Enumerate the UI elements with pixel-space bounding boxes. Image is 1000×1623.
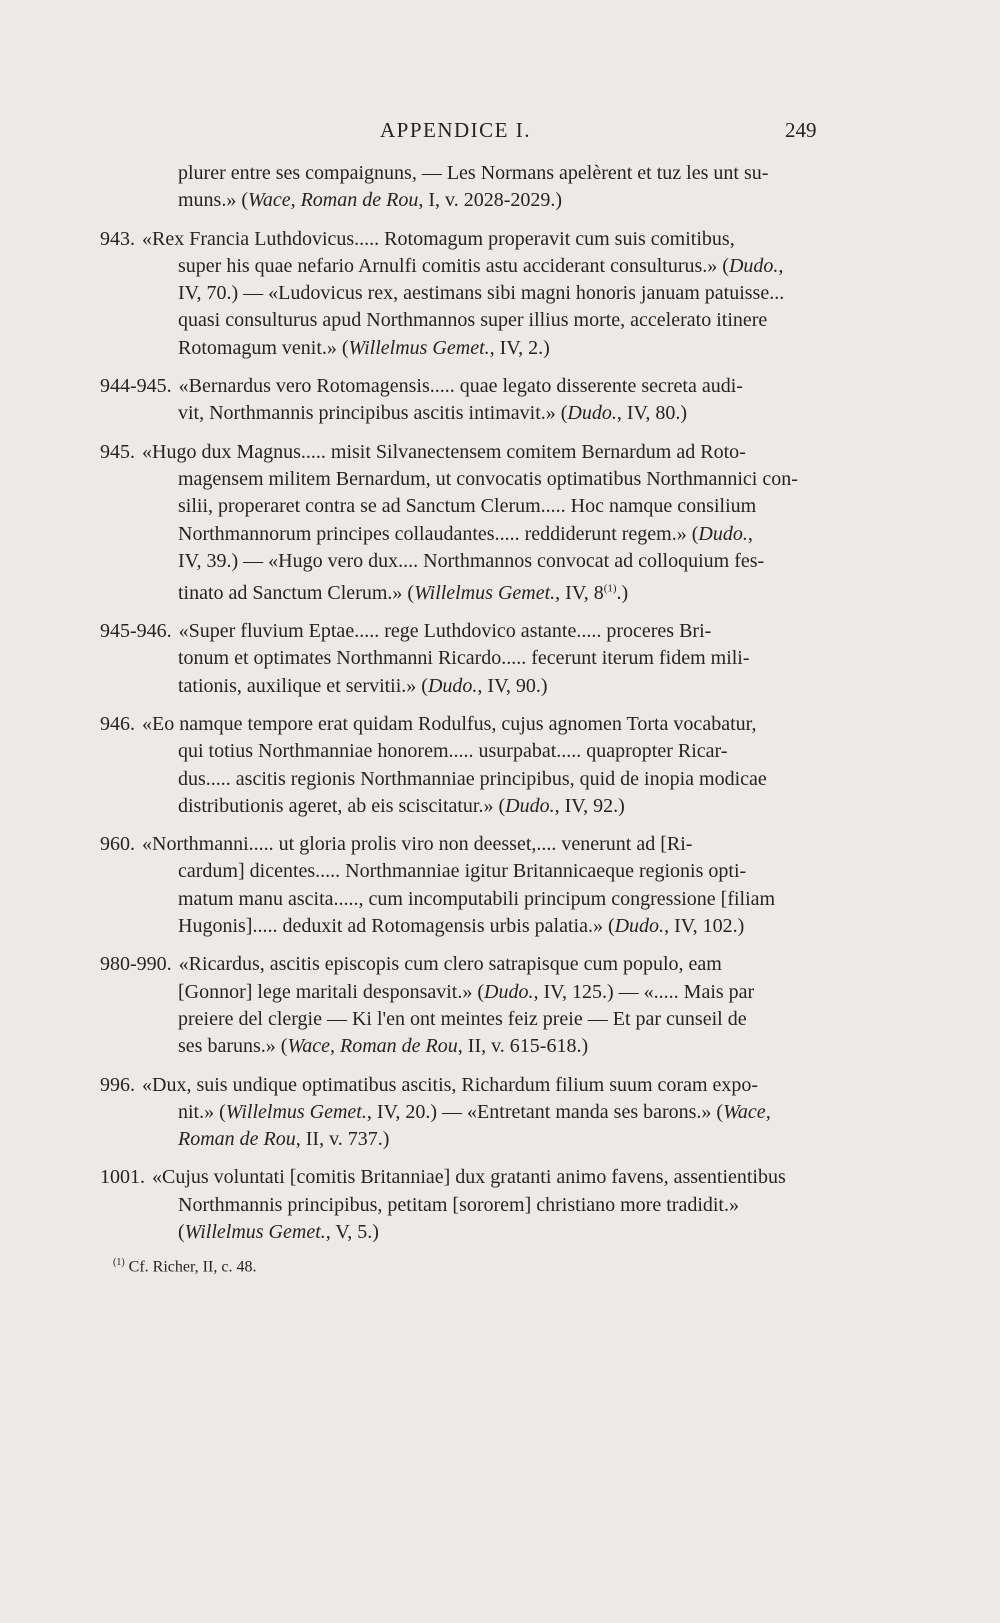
line-text: super his quae nefario Arnulfi comitis astu acciderant consulturus.» (Dudo., — [178, 254, 784, 277]
entry-year: 960. — [100, 833, 135, 856]
line-text: «Ricardus, ascitis episcopis cum clero satrapisque cum populo, eam — [178, 953, 722, 976]
page-body — [100, 160, 830, 1277]
chronology-entry — [100, 831, 830, 940]
page-number: 249 — [785, 118, 817, 142]
chronology-entry — [100, 1072, 830, 1154]
entry-text-line — [100, 793, 830, 820]
chronology-entry — [100, 711, 830, 820]
footnote-marker: (1) — [113, 1257, 125, 1269]
entry-text-line — [100, 400, 830, 427]
line-text: Rotomagum venit.» (Willelmus Gemet., IV, 2.) — [178, 336, 550, 359]
chronology-entry — [100, 1164, 830, 1246]
line-text: cardum] dicentes..... Northmanniae igitur Britannicaeque regionis opti- — [178, 860, 747, 883]
entry-text-line — [100, 521, 830, 548]
entry-text-line — [100, 439, 830, 466]
entry-text-line — [100, 160, 830, 187]
line-text: ses baruns.» (Wace, Roman de Rou, II, v. 615-618.) — [178, 1035, 589, 1058]
line-text: silii, properaret contra se ad Sanctum Clerum..... Hoc namque consilium — [178, 495, 757, 518]
entry-text-line — [100, 280, 830, 307]
entry-year: 943. — [100, 227, 135, 250]
entry-text-line — [100, 711, 830, 738]
entry-text-line — [100, 1219, 830, 1246]
entry-text-line — [100, 673, 830, 700]
chronology-entry — [100, 618, 830, 700]
entry-text-line — [100, 307, 830, 334]
chronology-entry — [100, 439, 830, 607]
line-text: magensem militem Bernardum, ut convocatis optimatibus Northmannici con- — [178, 467, 798, 490]
entry-text-line — [100, 618, 830, 645]
line-text: «Dux, suis undique optimatibus ascitis, Richardum filium suum coram expo- — [142, 1073, 759, 1096]
line-text: IV, 39.) — «Hugo vero dux.... Northmannos convocat ad colloquium fes- — [178, 549, 765, 572]
line-text: Northmannorum principes collaudantes..... reddiderunt regem.» (Dudo., — [178, 522, 753, 545]
line-text: quasi consulturus apud Northmannos super illius morte, accelerato itinere — [178, 309, 768, 332]
entry-text-line — [100, 913, 830, 940]
line-text: IV, 70.) — «Ludovicus rex, aestimans sibi magni honoris januam patuisse... — [178, 282, 785, 305]
entry-year: 980-990. — [100, 953, 172, 976]
line-text: (Willelmus Gemet., V, 5.) — [178, 1221, 379, 1244]
entry-text-line — [100, 373, 830, 400]
entry-year: 945. — [100, 440, 135, 463]
line-text: distributionis ageret, ab eis sciscitatur.» (Dudo., IV, 92.) — [178, 794, 625, 817]
line-text: tinato ad Sanctum Clerum.» (Willelmus Gemet., IV, 8$^{(1)}$.) — [178, 581, 629, 604]
line-text: [Gonnor] lege maritali desponsavit.» (Dudo., IV, 125.) — «..... Mais par — [178, 980, 755, 1003]
entry-text-line — [100, 253, 830, 280]
entry-text-line — [100, 493, 830, 520]
line-text: «Super fluvium Eptae..... rege Luthdovico astante..... proceres Bri- — [178, 620, 712, 643]
line-text: preiere del clergie — Ki l'en ont meintes feiz preie — Et par cunseil de — [178, 1007, 747, 1030]
entry-year: 945-946. — [100, 620, 172, 643]
chronology-entry — [100, 373, 830, 428]
line-text: tationis, auxilique et servitii.» (Dudo., IV, 90.) — [178, 674, 548, 697]
line-text: matum manu ascita....., cum incomputabili principum congressione [filiam — [178, 887, 776, 910]
page-header — [0, 118, 1000, 150]
line-text: Hugonis]..... deduxit ad Rotomagensis urbis palatia.» (Dudo., IV, 102.) — [178, 915, 745, 938]
running-title: APPENDICE I. — [380, 118, 532, 142]
line-text: «Rex Francia Luthdovicus..... Rotomagum properavit cum suis comitibus, — [142, 227, 735, 250]
line-text: plurer entre ses compaignuns, — Les Normans apelèrent et tuz les unt su- — [178, 162, 769, 184]
entry-year: 946. — [100, 713, 135, 735]
entry-text-line — [100, 187, 830, 214]
line-text: vit, Northmannis principibus ascitis intimavit.» (Dudo., IV, 80.) — [178, 402, 688, 425]
line-text: Roman de Rou, II, v. 737.) — [178, 1128, 390, 1151]
footnote-text: Cf. Richer, II, c. 48. — [128, 1258, 257, 1276]
line-text: «Hugo dux Magnus..... misit Silvanectensem comitem Bernardum ad Roto- — [142, 440, 746, 463]
entry-text-line — [100, 548, 830, 575]
entry-text-line — [100, 886, 830, 913]
line-text: «Eo namque tempore erat quidam Rodulfus, cujus agnomen Torta vocabatur, — [142, 713, 757, 735]
line-text: «Northmanni..... ut gloria prolis viro non deesset,.... venerunt ad [Ri- — [142, 833, 693, 856]
entry-text-line — [100, 1006, 830, 1033]
entry-text-line — [100, 1099, 830, 1126]
line-text: qui totius Northmanniae honorem..... usurpabat..... quapropter Ricar- — [178, 740, 728, 763]
chronology-entry — [100, 160, 830, 215]
entry-year: 1001. — [100, 1166, 145, 1189]
entry-year: 944-945. — [100, 375, 172, 398]
entry-text-line — [100, 1192, 830, 1219]
entry-text-line — [100, 831, 830, 858]
entry-text-line — [100, 466, 830, 493]
entry-text-line — [100, 766, 830, 793]
entry-text-line — [100, 226, 830, 253]
line-text: nit.» (Willelmus Gemet., IV, 20.) — «Entretant manda ses barons.» (Wace, — [178, 1100, 771, 1123]
entry-text-line — [100, 951, 830, 978]
entry-text-line — [100, 335, 830, 362]
line-text: «Bernardus vero Rotomagensis..... quae legato disserente secreta audi- — [178, 375, 743, 398]
entry-text-line — [100, 738, 830, 765]
entry-year: 996. — [100, 1073, 135, 1096]
line-text: muns.» (Wace, Roman de Rou, I, v. 2028-2029.) — [178, 189, 563, 212]
line-text: tonum et optimates Northmanni Ricardo..... fecerunt iterum fidem mili- — [178, 647, 750, 670]
entry-text-line — [100, 858, 830, 885]
entry-text-line — [100, 575, 830, 607]
entry-text-line — [100, 1072, 830, 1099]
entry-text-line — [100, 1164, 830, 1191]
footnote — [100, 1257, 830, 1276]
entry-text-line — [100, 645, 830, 672]
line-text: dus..... ascitis regionis Northmanniae principibus, quid de inopia modicae — [178, 767, 767, 790]
entry-text-line — [100, 979, 830, 1006]
entry-text-line — [100, 1126, 830, 1153]
line-text: «Cujus voluntati [comitis Britanniae] dux gratanti animo favens, assentientibus — [152, 1166, 786, 1189]
entry-text-line — [100, 1033, 830, 1060]
chronology-entry — [100, 951, 830, 1060]
line-text: Northmannis principibus, petitam [sororem] christiano more tradidit.» — [178, 1193, 739, 1216]
chronology-entry — [100, 226, 830, 362]
